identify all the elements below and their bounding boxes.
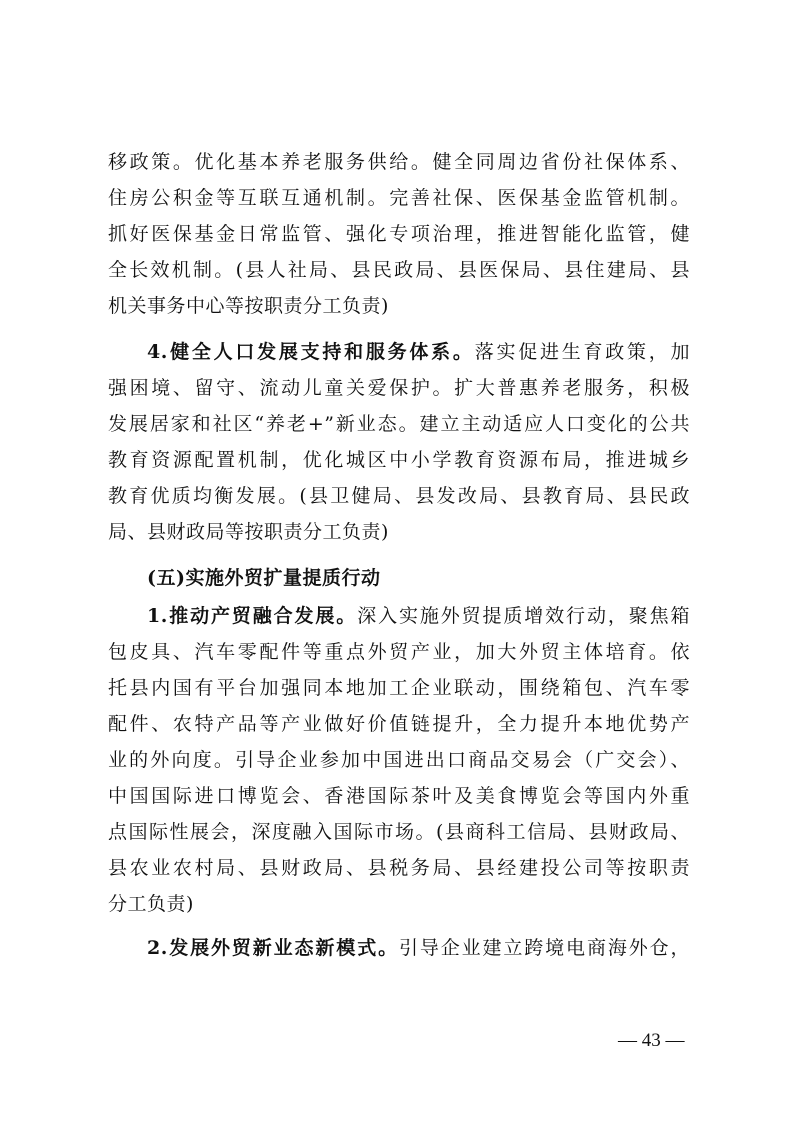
- paragraph-text: 引导企业建立跨境电商海外仓，: [398, 937, 690, 959]
- paragraph-line: 托县内国有平台加强同本地加工企业联动，围绕箱包、汽车零: [108, 677, 690, 699]
- paragraph-line: 业的外向度。引导企业参加中国进出口商品交易会（广交会）、: [108, 749, 690, 771]
- section-heading: (五)实施外贸扩量提质行动: [147, 567, 381, 589]
- paragraph-line: 强困境、留守、流动儿童关爱保护。扩大普惠养老服务，积极: [108, 377, 690, 399]
- paragraph-first-line: [147, 604, 690, 628]
- page-number: — 43 —: [618, 1030, 685, 1051]
- paragraph-line: 局、县财政局等按职责分工负责): [108, 521, 389, 543]
- paragraph-line: 中国国际进口博览会、香港国际茶叶及美食博览会等国内外重: [108, 785, 690, 807]
- paragraph-line: 点国际性展会，深度融入国际市场。(县商科工信局、县财政局、: [108, 821, 690, 843]
- paragraph-line: 全长效机制。(县人社局、县民政局、县医保局、县住建局、县: [108, 259, 690, 281]
- paragraph-line: 教育优质均衡发展。(县卫健局、县发改局、县教育局、县民政: [108, 485, 690, 507]
- paragraph-first-line: [147, 340, 690, 364]
- paragraph-first-line: [147, 936, 690, 960]
- paragraph-line: 分工负责): [108, 893, 194, 915]
- paragraph-line: 教育资源配置机制，优化城区中小学教育资源布局，推进城乡: [108, 449, 690, 471]
- paragraph-text: 落实促进生育政策，加: [474, 341, 690, 363]
- paragraph-heading: 4.健全人口发展支持和服务体系。: [147, 341, 475, 363]
- paragraph-line: 县农业农村局、县财政局、县税务局、县经建投公司等按职责: [108, 857, 690, 879]
- paragraph-line: 移政策。优化基本养老服务供给。健全同周边省份社保体系、: [108, 151, 690, 173]
- paragraph-heading: 2.发展外贸新业态新模式。: [147, 937, 399, 959]
- paragraph-text: 深入实施外贸提质增效行动，聚焦箱: [357, 605, 690, 627]
- paragraph-line: 包皮具、汽车零配件等重点外贸产业，加大外贸主体培育。依: [108, 641, 690, 663]
- paragraph-heading: 1.推动产贸融合发展。: [147, 605, 358, 627]
- paragraph-line: 配件、农特产品等产业做好价值链提升，全力提升本地优势产: [108, 713, 690, 735]
- paragraph-line: 住房公积金等互联互通机制。完善社保、医保基金监管机制。: [108, 187, 690, 209]
- paragraph-line: 机关事务中心等按职责分工负责): [108, 295, 389, 317]
- paragraph-line: 抓好医保基金日常监管、强化专项治理，推进智能化监管，健: [108, 223, 690, 245]
- paragraph-line: 发展居家和社区“养老+”新业态。建立主动适应人口变化的公共: [108, 413, 690, 435]
